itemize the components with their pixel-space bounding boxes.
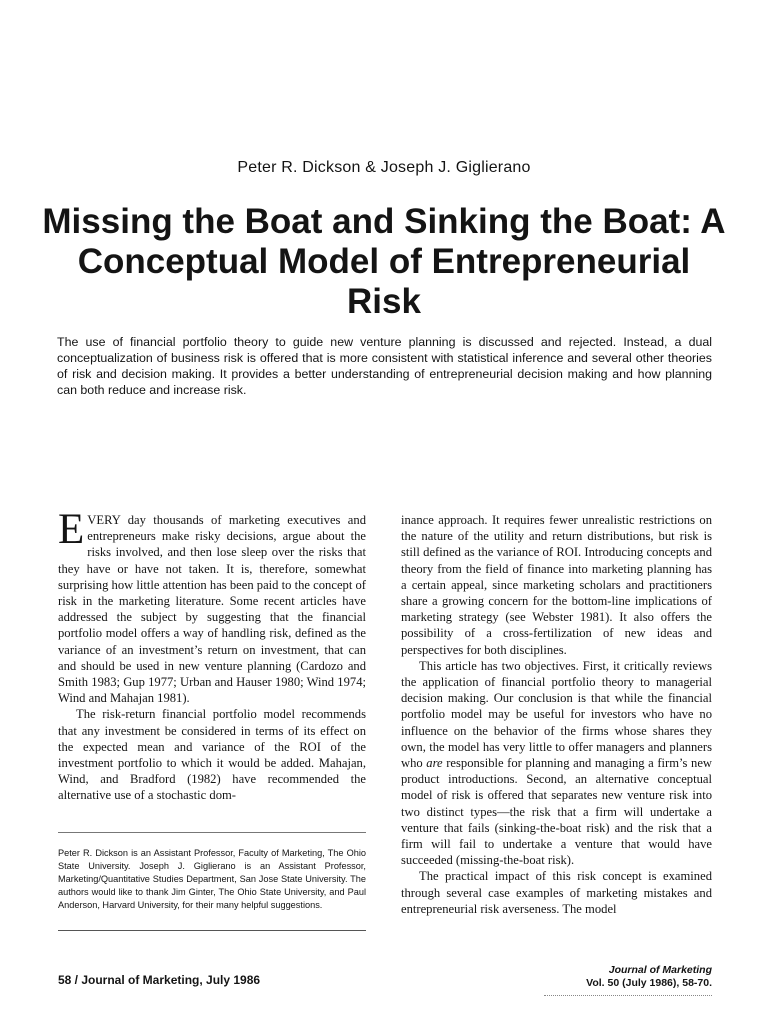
footnote-divider (58, 832, 366, 833)
author-footnote: Peter R. Dickson is an Assistant Professor, Faculty of Marketing, The Ohio State University. Joseph J. Giglierano is an Assistant Professor, Marketing/Quantitative Studies Department, San Jose State University. The authors would like to thank Jim Ginter, The Ohio State University, and Paul Anderson, Harvard University, for their many helpful suggestions. (58, 848, 366, 910)
body-paragraph (58, 506, 366, 706)
journal-citation (586, 964, 712, 990)
footnote-bottom-divider (58, 930, 366, 931)
body-paragraph: inance approach. It requires fewer unrealistic restrictions on the nature of the utility and return distributions, but risk is still defined as the variance of ROI. Introducing concepts and theory from the field of finance into marketing planning has a certain appeal, since marketing scholars and practitioners share a growing concern for the bottom-line implications of marketing strategy (see Webster 1981). It also offers the possibility of a cross-fertilization of new ideas and perspectives for both disciplines. (401, 513, 712, 657)
article-title: Missing the Boat and Sinking the Boat: A Conceptual Model of Entrepreneurial Risk (42, 202, 726, 321)
abstract: The use of financial portfolio theory to guide new venture planning is discussed and rejected. Instead, a dual conceptualization of business risk is offered that is more consistent with statistical inference and several other theories of risk and decision making. It provides a better understanding of entrepreneurial decision making and how planning can both reduce and increase risk. (57, 335, 712, 397)
journal-name: Journal of Marketing (608, 964, 712, 976)
author-byline: Peter R. Dickson & Joseph J. Giglierano (237, 159, 531, 176)
footer-divider (544, 995, 712, 996)
body-paragraph: The risk-return financial portfolio model recommends that any investment be considered in terms of its effect on the expected mean and variance of the ROI of the investment portfolio to which it would be added. Mahajan, Wind, and Bradford (1982) have recommended the alternative use of a stochastic dom- (58, 707, 366, 803)
journal-volume: Vol. 50 (July 1986), 58-70. (586, 977, 712, 989)
body-column-right (401, 512, 712, 917)
body-paragraph: The practical impact of this risk concept is examined through several case examples of marketing mistakes and entrepreneurial risk averseness. The model (401, 869, 712, 916)
body-paragraph (401, 658, 712, 869)
body-paragraph-text: VERY day thousands of marketing executives and entrepreneurs make risky decisions, argue about the risks involved, and then lose sleep over the risks that they have or have not taken. It is, therefore, somewhat surprising how little attention has been paid to the concept of risk in the marketing literature. Some recent articles have addressed the subject by suggesting that the financial portfolio model offers a way of handling risk, defined as the variance of an investment’s return on investment, that can and should be used in new venture planning (Cardozo and Smith 1983; Gup 1977; Urban and Hauser 1980; Wind 1974; Wind and Mahajan 1981). (58, 513, 366, 706)
drop-cap: E (58, 506, 85, 553)
body-paragraph-text: This article has two objectives. First, it critically reviews the application of financial portfolio theory to managerial decision making. Our conclusion is that while the financial portfolio model may be useful for investors who have no influence on the behavior of the firms whose shares they own, the model has very little to offer managers and planners who (401, 658, 712, 771)
body-paragraph-text: responsible for planning and managing a firm’s new product introductions. Second, an alternative conceptual model of risk is offered that separates new venture risk into two distinct types—the risk that a firm will undertake a venture that fails (sinking-the-boat risk) and the risk that a firm will fail to undertake a venture that would have succeeded (missing-the-boat risk). (401, 756, 712, 868)
emphasis-text: are (426, 756, 443, 771)
page-folio: 58 / Journal of Marketing, July 1986 (58, 973, 261, 987)
body-column-left (58, 506, 366, 804)
